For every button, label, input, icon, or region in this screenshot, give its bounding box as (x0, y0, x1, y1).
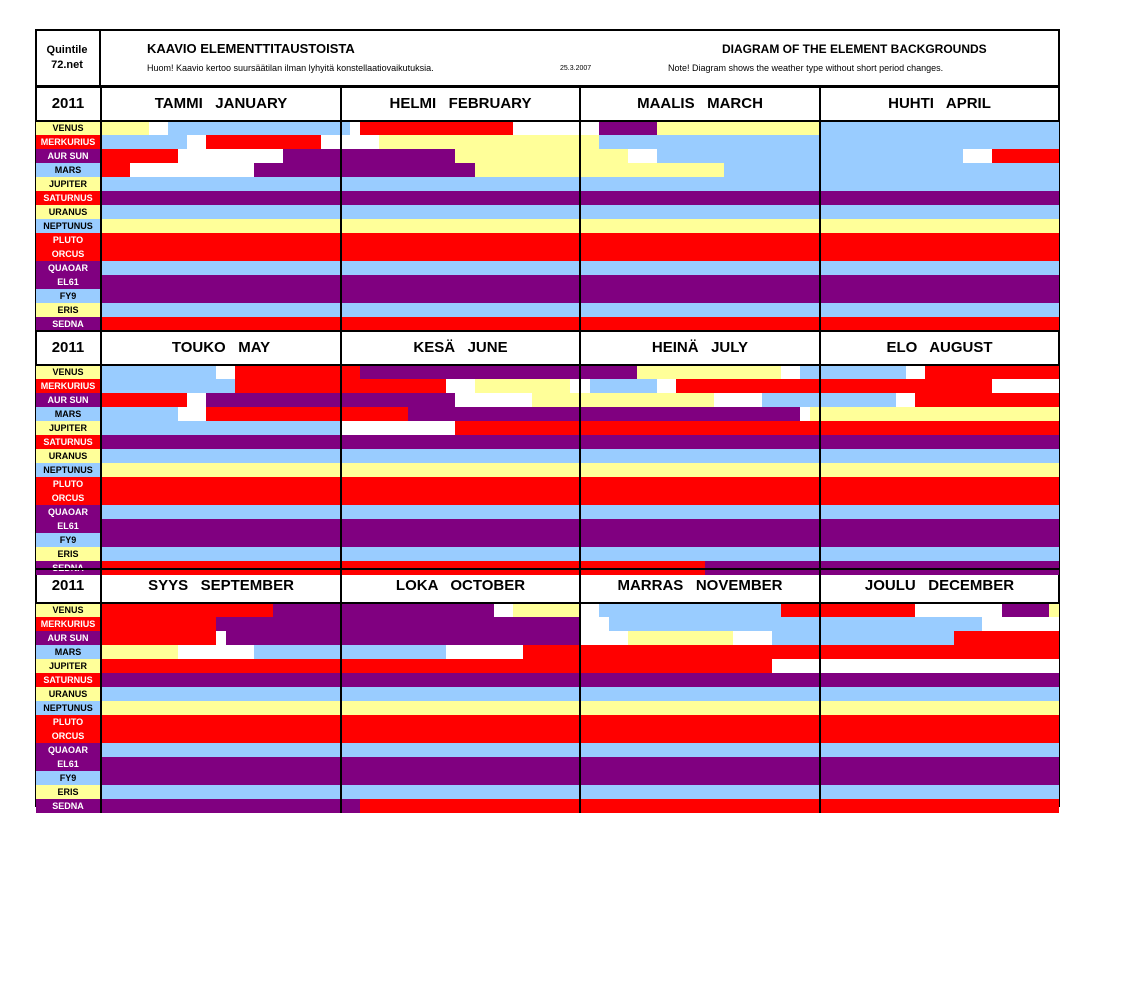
planet-label: ERIS (36, 785, 100, 799)
heatmap-cell (475, 163, 724, 177)
heatmap-cell (772, 631, 954, 645)
planet-label: ORCUS (36, 729, 100, 743)
planet-label: NEPTUNUS (36, 219, 100, 233)
planet-label: ORCUS (36, 247, 100, 261)
heatmap-cell (915, 603, 1001, 617)
planet-label: URANUS (36, 687, 100, 701)
heatmap-cell (206, 393, 455, 407)
heatmap-cell (360, 121, 513, 135)
planet-label: MERKURIUS (36, 617, 100, 631)
planet-label: EL61 (36, 519, 100, 533)
month-label: HELMI FEBRUARY (389, 95, 532, 112)
month-divider (340, 569, 342, 813)
planet-label: MARS (36, 645, 100, 659)
planet-label: ORCUS (36, 491, 100, 505)
heatmap-cell (954, 631, 1059, 645)
heatmap-cell (187, 135, 206, 149)
heatmap-cell (494, 603, 513, 617)
year-label: 2011 (51, 339, 85, 356)
month-label: HEINÄ JULY (651, 339, 749, 356)
planet-label: URANUS (36, 449, 100, 463)
heatmap-cell (896, 393, 915, 407)
planet-label: FY9 (36, 771, 100, 785)
month-header-divider (35, 602, 1060, 604)
planet-label: QUAOAR (36, 743, 100, 757)
month-label: KESÄ JUNE (413, 339, 508, 356)
planet-label: MERKURIUS (36, 379, 100, 393)
heatmap-cell (360, 365, 638, 379)
heatmap-cell (523, 645, 1059, 659)
heatmap-cell (637, 365, 781, 379)
heatmap-cell (101, 365, 216, 379)
heatmap-cell (781, 603, 915, 617)
planet-label: URANUS (36, 205, 100, 219)
planet-label: SEDNA (36, 799, 100, 813)
planet-label: QUAOAR (36, 261, 100, 275)
heatmap-cell (206, 135, 321, 149)
heatmap-cell (101, 135, 187, 149)
label-column-divider (100, 331, 102, 575)
heatmap-cell (254, 645, 446, 659)
planet-label: SEDNA (36, 317, 100, 331)
heatmap-cell (628, 631, 733, 645)
month-divider (579, 569, 581, 813)
heatmap-cell (599, 135, 1059, 149)
year-label: 2011 (51, 95, 85, 112)
month-divider (340, 331, 342, 575)
heatmap-cell (283, 149, 455, 163)
heatmap-cell (800, 365, 905, 379)
heatmap-cell (216, 365, 235, 379)
note-finnish: Huom! Kaavio kertoo suursäätilan ilman lyhyitä konstellaatiovaikutuksia. (147, 63, 434, 73)
heatmap-cell (101, 393, 187, 407)
heatmap-cell (101, 149, 178, 163)
month-header-divider (35, 120, 1060, 122)
planet-label: FY9 (36, 289, 100, 303)
planet-label: SATURNUS (36, 673, 100, 687)
heatmap-cell (341, 421, 456, 435)
month-label: TOUKO MAY (171, 339, 271, 356)
title-english: DIAGRAM OF THE ELEMENT BACKGROUNDS (722, 42, 987, 56)
heatmap-cell (321, 135, 378, 149)
planet-label: VENUS (36, 121, 100, 135)
brand-line-1: Quintile (46, 44, 88, 56)
heatmap-cell (350, 121, 360, 135)
brand-line-2: 72.net (51, 59, 83, 71)
planet-label: MARS (36, 163, 100, 177)
month-label: JOULU DECEMBER (864, 577, 1015, 594)
heatmap-cell (800, 407, 810, 421)
heatmap-cell (580, 631, 628, 645)
planet-label: PLUTO (36, 477, 100, 491)
heatmap-cell (101, 631, 216, 645)
heatmap-cell (925, 365, 1059, 379)
heatmap-cell (101, 121, 149, 135)
heatmap-cell (657, 121, 820, 135)
heatmap-cell (455, 149, 627, 163)
heatmap-cell (599, 121, 656, 135)
heatmap-cell (580, 603, 599, 617)
block-divider (35, 568, 1060, 570)
planet-label: PLUTO (36, 233, 100, 247)
heatmap-cell (992, 149, 1059, 163)
heatmap-cell (580, 617, 609, 631)
planet-label: EL61 (36, 757, 100, 771)
month-label: TAMMI JANUARY (154, 95, 288, 112)
heatmap-cell (513, 121, 599, 135)
heatmap-cell (532, 393, 714, 407)
heatmap-cell (149, 121, 168, 135)
planet-label: NEPTUNUS (36, 701, 100, 715)
heatmap-cell (178, 645, 255, 659)
heatmap-cell (676, 379, 992, 393)
month-label: HUHTI APRIL (888, 95, 991, 112)
heatmap-cell (446, 645, 523, 659)
month-divider (819, 331, 821, 575)
month-label: MAALIS MARCH (637, 95, 763, 112)
month-label: ELO AUGUST (886, 339, 993, 356)
planet-label: PLUTO (36, 715, 100, 729)
heatmap-cell (992, 379, 1059, 393)
heatmap-cell (475, 379, 571, 393)
heatmap-cell (628, 149, 657, 163)
month-divider (819, 569, 821, 813)
planet-label: MERKURIUS (36, 135, 100, 149)
planet-label: JUPITER (36, 177, 100, 191)
heatmap-cell (379, 135, 599, 149)
planet-label: QUAOAR (36, 505, 100, 519)
title-finnish: KAAVIO ELEMENTTITAUSTOISTA (147, 41, 355, 56)
heatmap-cell (130, 163, 255, 177)
planet-label: AUR SUN (36, 631, 100, 645)
heatmap-cell (724, 163, 1059, 177)
heatmap-cell (657, 149, 964, 163)
heatmap-cell (254, 163, 474, 177)
year-label: 2011 (51, 577, 85, 594)
date-label: 25.3.2007 (560, 65, 592, 72)
heatmap-cell (101, 617, 216, 631)
month-divider (819, 87, 821, 331)
planet-label: ERIS (36, 303, 100, 317)
planet-label: ERIS (36, 547, 100, 561)
heatmap-cell (513, 603, 580, 617)
heatmap-cell (101, 407, 178, 421)
heatmap-cell (178, 149, 283, 163)
label-column-divider (100, 87, 102, 331)
planet-label: NEPTUNUS (36, 463, 100, 477)
month-header-divider (35, 364, 1060, 366)
heatmap-cell (101, 163, 130, 177)
planet-label: JUPITER (36, 421, 100, 435)
month-divider (579, 87, 581, 331)
heatmap-cell (408, 407, 801, 421)
heatmap-cell (762, 393, 896, 407)
block-divider (35, 86, 1060, 88)
heatmap-cell (216, 631, 226, 645)
month-divider (340, 87, 342, 331)
heatmap-cell (446, 379, 475, 393)
planet-label: SATURNUS (36, 191, 100, 205)
heatmap-cell (963, 149, 992, 163)
heatmap-cell (101, 645, 178, 659)
heatmap-cell (982, 617, 1059, 631)
heatmap-cell (772, 659, 1059, 673)
heatmap-cell (590, 379, 657, 393)
planet-label: SATURNUS (36, 435, 100, 449)
heatmap-cell (360, 799, 1059, 813)
heatmap-cell (178, 407, 207, 421)
heatmap-cell (273, 603, 493, 617)
month-label: MARRAS NOVEMBER (617, 577, 783, 594)
heatmap-cell (781, 365, 800, 379)
heatmap-cell (455, 393, 532, 407)
heatmap-cell (733, 631, 771, 645)
heatmap-cell (101, 799, 360, 813)
heatmap-cell (168, 121, 350, 135)
heatmap-cell (226, 631, 580, 645)
month-divider (579, 331, 581, 575)
heatmap-cell (101, 659, 772, 673)
heatmap-cell (206, 407, 407, 421)
planet-label: VENUS (36, 603, 100, 617)
planet-label: MARS (36, 407, 100, 421)
heatmap-cell (455, 421, 1059, 435)
heatmap-cell (810, 407, 1059, 421)
planet-label: AUR SUN (36, 149, 100, 163)
heatmap-cell (216, 617, 580, 631)
heatmap-cell (820, 121, 1060, 135)
heatmap-cell (657, 379, 676, 393)
heatmap-cell (906, 365, 925, 379)
heatmap-cell (714, 393, 762, 407)
planet-label: VENUS (36, 365, 100, 379)
planet-label: FY9 (36, 533, 100, 547)
heatmap-cell (101, 603, 273, 617)
heatmap-cell (609, 617, 983, 631)
month-label: LOKA OCTOBER (395, 577, 526, 594)
note-english: Note! Diagram shows the weather type without short period changes. (668, 63, 944, 73)
planet-label: EL61 (36, 275, 100, 289)
heatmap-cell (101, 421, 341, 435)
month-label: SYYS SEPTEMBER (148, 577, 294, 594)
heatmap-cell (187, 393, 206, 407)
block-divider (35, 330, 1060, 332)
planet-label: AUR SUN (36, 393, 100, 407)
planet-label: JUPITER (36, 659, 100, 673)
heatmap-cell (1049, 603, 1059, 617)
heatmap-cell (1002, 603, 1050, 617)
heatmap-cell (599, 603, 781, 617)
label-column-divider (100, 569, 102, 813)
heatmap-cell (915, 393, 1059, 407)
heatmap-cell (101, 379, 235, 393)
